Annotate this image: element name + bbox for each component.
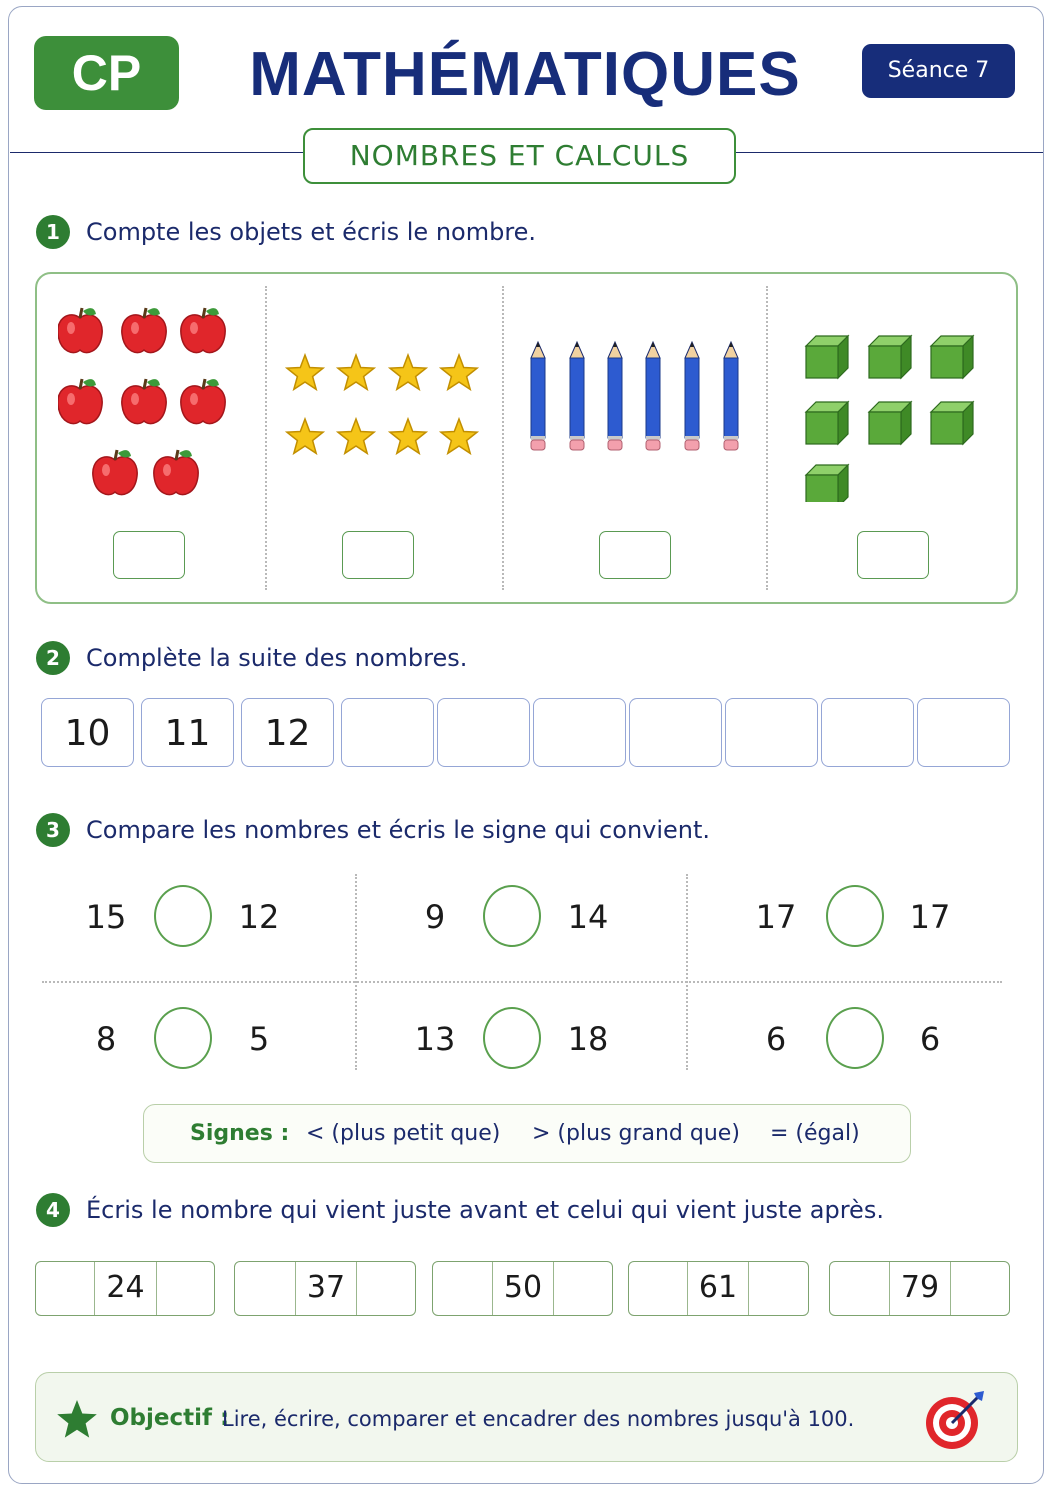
star-icon xyxy=(441,355,477,389)
number-frame xyxy=(628,1261,809,1316)
compare-left-number: 17 xyxy=(755,898,797,936)
divider xyxy=(265,286,267,590)
apple-icon xyxy=(181,308,225,353)
signs-legend xyxy=(143,1104,911,1163)
exercise-instruction: Compte les objets et écris le nombre. xyxy=(86,218,537,246)
count-answer-box[interactable] xyxy=(857,531,929,579)
count-answer-box[interactable] xyxy=(342,531,414,579)
sequence-input[interactable] xyxy=(629,698,722,767)
objective-label: Objectif : xyxy=(110,1405,230,1431)
middle-number: 24 xyxy=(95,1262,157,1315)
sequence-cell: 11 xyxy=(141,698,234,767)
star-group xyxy=(280,348,485,463)
sign-circle[interactable] xyxy=(826,885,884,947)
session-badge: Séance 7 xyxy=(862,44,1015,98)
sequence-input[interactable] xyxy=(917,698,1010,767)
number-frame xyxy=(432,1261,613,1316)
after-input[interactable] xyxy=(951,1262,1008,1315)
divider xyxy=(355,874,357,1070)
compare-left-number: 6 xyxy=(765,1020,787,1058)
after-input[interactable] xyxy=(157,1262,213,1315)
count-answer-box[interactable] xyxy=(599,531,671,579)
compare-left-number: 13 xyxy=(414,1020,456,1058)
apple-icon xyxy=(122,308,166,353)
before-input[interactable] xyxy=(433,1262,493,1315)
divider xyxy=(766,286,768,590)
number-frame xyxy=(234,1261,416,1316)
star-icon xyxy=(338,419,374,453)
apple-icon xyxy=(122,379,166,424)
exercise-instruction: Écris le nombre qui vient juste avant et celui qui vient juste après. xyxy=(86,1196,884,1224)
exercise-instruction: Complète la suite des nombres. xyxy=(86,644,468,672)
sequence-input[interactable] xyxy=(533,698,626,767)
number-frame xyxy=(35,1261,215,1316)
compare-right-number: 12 xyxy=(238,898,280,936)
compare-right-number: 5 xyxy=(248,1020,270,1058)
target-icon xyxy=(924,1389,986,1451)
apple-icon xyxy=(181,379,225,424)
compare-right-number: 18 xyxy=(567,1020,609,1058)
sign-circle[interactable] xyxy=(483,885,541,947)
pencil-icon xyxy=(570,342,584,450)
before-input[interactable] xyxy=(830,1262,890,1315)
pencil-group xyxy=(524,340,749,455)
compare-right-number: 17 xyxy=(909,898,951,936)
pencil-icon xyxy=(646,342,660,450)
sequence-cell: 10 xyxy=(41,698,134,767)
before-input[interactable] xyxy=(235,1262,296,1315)
cube-icon xyxy=(806,336,848,378)
exercise-number: 1 xyxy=(36,215,70,249)
after-input[interactable] xyxy=(357,1262,414,1315)
sign-circle[interactable] xyxy=(154,1007,212,1069)
cube-icon xyxy=(806,465,848,502)
level-badge: CP xyxy=(34,36,179,110)
after-input[interactable] xyxy=(749,1262,807,1315)
sign-circle[interactable] xyxy=(483,1007,541,1069)
exercise-1-header xyxy=(36,215,536,249)
legend-equal: = (égal) xyxy=(770,1121,860,1146)
cube-icon xyxy=(869,402,911,444)
legend-greater-than: > (plus grand que) xyxy=(532,1121,740,1146)
cube-icon xyxy=(931,336,973,378)
divider xyxy=(686,874,688,1070)
sequence-input[interactable] xyxy=(725,698,818,767)
exercise-4-header xyxy=(36,1193,884,1227)
objective-panel xyxy=(35,1372,1018,1462)
exercise-number: 2 xyxy=(36,641,70,675)
star-icon xyxy=(56,1399,98,1439)
exercise-number: 4 xyxy=(36,1193,70,1227)
middle-number: 50 xyxy=(493,1262,554,1315)
pencil-icon xyxy=(724,342,738,450)
cube-icon xyxy=(931,402,973,444)
section-title: NOMBRES ET CALCULS xyxy=(303,128,736,184)
sequence-cell: 12 xyxy=(241,698,334,767)
after-input[interactable] xyxy=(554,1262,611,1315)
compare-right-number: 14 xyxy=(567,898,609,936)
star-icon xyxy=(441,419,477,453)
sign-circle[interactable] xyxy=(826,1007,884,1069)
page-title: MATHÉMATIQUES xyxy=(249,40,801,109)
apple-group xyxy=(58,300,233,500)
exercise-number: 3 xyxy=(36,813,70,847)
cube-group xyxy=(800,322,980,502)
objective-text: Lire, écrire, comparer et encadrer des nombres jusqu'à 100. xyxy=(222,1407,855,1431)
pencil-icon xyxy=(531,342,545,450)
compare-right-number: 6 xyxy=(919,1020,941,1058)
sequence-input[interactable] xyxy=(341,698,434,767)
exercise-instruction: Compare les nombres et écris le signe qui convient. xyxy=(86,816,711,844)
sign-circle[interactable] xyxy=(154,885,212,947)
divider xyxy=(42,981,1002,983)
sequence-input[interactable] xyxy=(437,698,530,767)
before-input[interactable] xyxy=(629,1262,688,1315)
exercise-2-header xyxy=(36,641,467,675)
count-answer-box[interactable] xyxy=(113,531,185,579)
star-icon xyxy=(287,355,323,389)
apple-icon xyxy=(58,379,102,424)
apple-icon xyxy=(154,450,198,495)
pencil-icon xyxy=(685,342,699,450)
compare-left-number: 15 xyxy=(85,898,127,936)
middle-number: 79 xyxy=(890,1262,951,1315)
star-icon xyxy=(390,355,426,389)
apple-icon xyxy=(58,308,102,353)
before-input[interactable] xyxy=(36,1262,95,1315)
legend-less-than: < (plus petit que) xyxy=(306,1121,501,1146)
number-frame xyxy=(829,1261,1010,1316)
star-icon xyxy=(338,355,374,389)
middle-number: 37 xyxy=(296,1262,357,1315)
star-icon xyxy=(390,419,426,453)
middle-number: 61 xyxy=(688,1262,749,1315)
cube-icon xyxy=(806,402,848,444)
star-icon xyxy=(287,419,323,453)
pencil-icon xyxy=(608,342,622,450)
apple-icon xyxy=(93,450,137,495)
exercise-3-header xyxy=(36,813,710,847)
divider xyxy=(502,286,504,590)
compare-left-number: 8 xyxy=(95,1020,117,1058)
cube-icon xyxy=(869,336,911,378)
compare-left-number: 9 xyxy=(424,898,446,936)
legend-title: Signes : xyxy=(190,1121,290,1146)
sequence-input[interactable] xyxy=(821,698,914,767)
